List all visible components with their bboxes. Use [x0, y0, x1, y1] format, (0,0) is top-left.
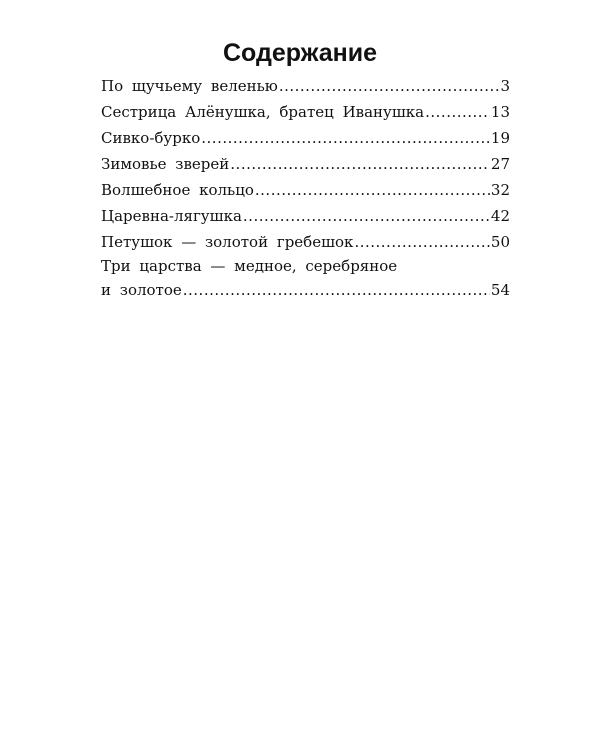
- toc-entry: [101, 229, 510, 255]
- toc-entry-page: 54: [490, 281, 510, 299]
- toc-entry-page: 27: [490, 155, 510, 173]
- toc-leader-dots: [279, 73, 500, 99]
- toc-entry: [101, 125, 510, 151]
- toc-entry-title: По щучьему веленью: [101, 77, 278, 95]
- toc-leader-dots: [183, 277, 490, 303]
- toc-entry-title: Три царства — медное, серебряное: [101, 257, 398, 275]
- toc-entry: [101, 73, 510, 99]
- toc-entry: [101, 203, 510, 229]
- toc-entry: [101, 151, 510, 177]
- toc-leader-dots: [255, 177, 490, 203]
- toc-entry: [101, 99, 510, 125]
- toc-leader-dots: [354, 229, 489, 255]
- toc-entry-title: Петушок — золотой гребешок: [101, 233, 354, 251]
- toc-entry-title: Царевна-лягушка: [101, 207, 242, 225]
- toc-leader-dots: [243, 203, 490, 229]
- toc-entry-title-continued: и золотое: [101, 281, 182, 299]
- toc-entry: [101, 177, 510, 203]
- toc-entry-continuation: [101, 277, 510, 303]
- toc-entry-page: 3: [500, 77, 510, 95]
- toc-leader-dots: [201, 125, 490, 151]
- page-title: Содержание: [222, 39, 378, 67]
- table-of-contents: [101, 73, 510, 303]
- toc-entry-page: 50: [490, 233, 510, 251]
- toc-entry-title: Сестрица Алёнушка, братец Иванушка: [101, 103, 425, 121]
- toc-entry-title: Сивко-бурко: [101, 129, 201, 147]
- toc-entry-page: 19: [490, 129, 510, 147]
- toc-entry: [101, 255, 510, 303]
- toc-leader-dots: [230, 151, 490, 177]
- toc-entry-page: 32: [490, 181, 510, 199]
- toc-entry-page: 13: [490, 103, 510, 121]
- toc-entry-title: Волшебное кольцо: [101, 181, 254, 199]
- toc-leader-dots: [425, 99, 490, 125]
- toc-entry-title: Зимовье зверей: [101, 155, 230, 173]
- toc-entry-page: 42: [490, 207, 510, 225]
